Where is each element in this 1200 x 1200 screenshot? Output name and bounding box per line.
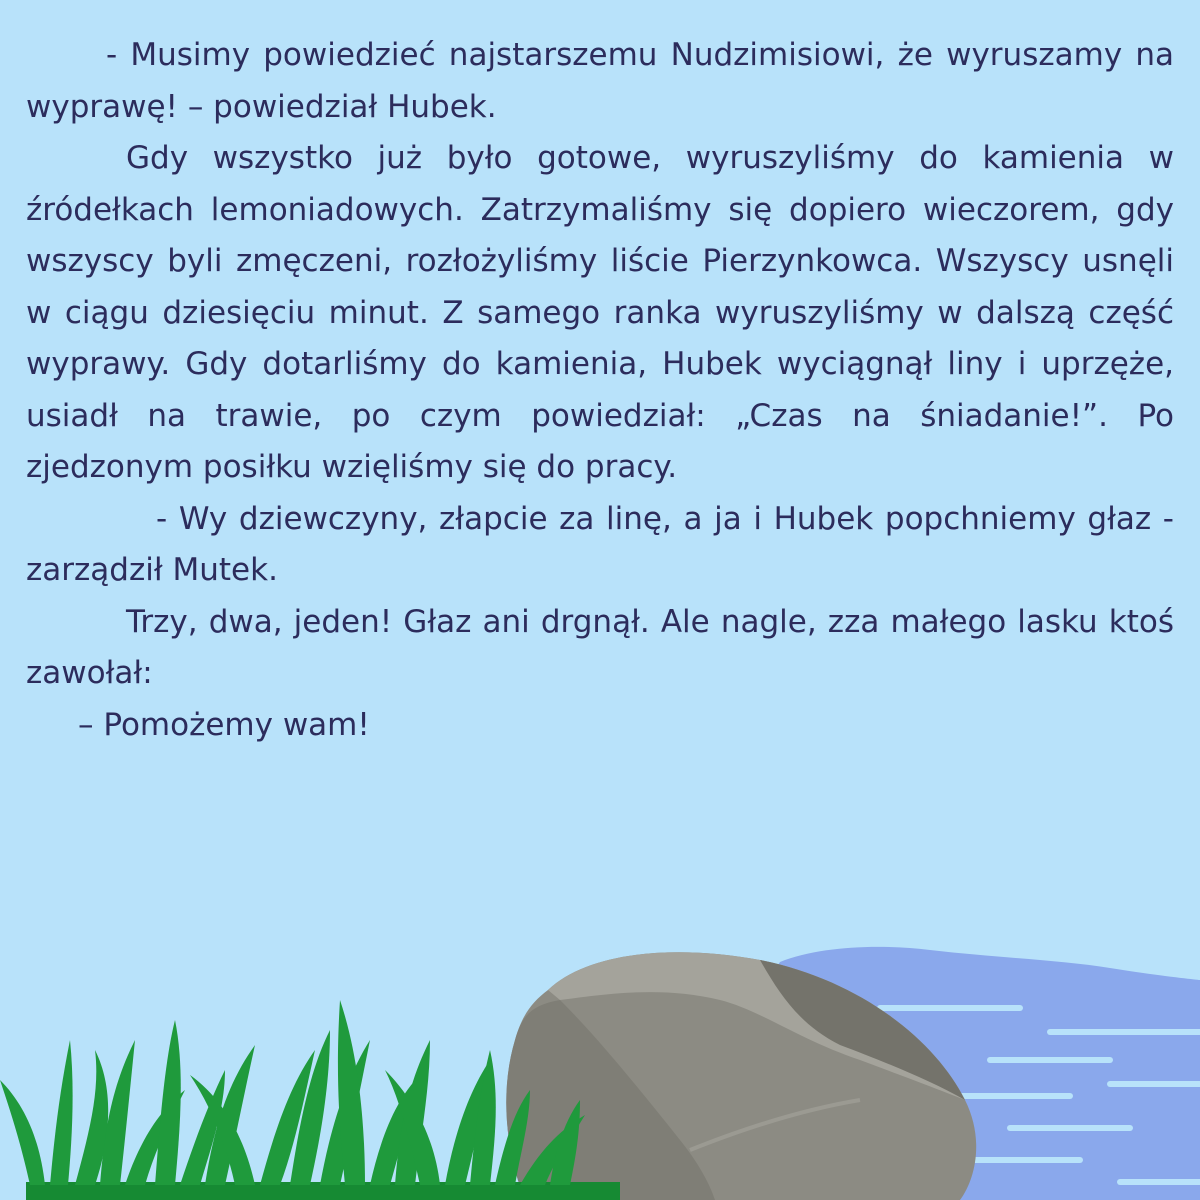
grass-clump (0, 1000, 620, 1200)
story-paragraph: – Pomożemy wam! (78, 706, 370, 743)
story-paragraph: - Wy dziewczyny, złapcie za linę, a ja i Hubek popchniemy głaz - zarządził Mutek. (26, 500, 1174, 588)
story-text (26, 30, 1174, 751)
rock (506, 952, 976, 1200)
water-pool (766, 947, 1200, 1200)
story-paragraph: Gdy wszystko już było gotowe, wyruszyliśmy do kamienia w źródełkach lemoniadowych. Zatrzymaliśmy się dopiero wieczorem, gdy wszyscy byli zmęczeni, rozłożyliśmy liście Pierzynkowca. Wszyscy usnęli w ciągu dziesięciu minut. Z samego ranka wyruszyliśmy w dalszą część wyprawy. Gdy dotarliśmy do kamienia, Hubek wyciągnął liny i uprzęże, usiadł na trawie, po czym powiedział: „Czas na śniadanie!”. Po zjedzonym posiłku wzięliśmy się do pracy. (26, 140, 1174, 485)
story-paragraph: - Musimy powiedzieć najstarszemu Nudzimisiowi, że wyruszamy na wyprawę! – powiedział Hubek. (26, 37, 1174, 125)
story-paragraph: Trzy, dwa, jeden! Głaz ani drgnął. Ale nagle, zza małego lasku ktoś zawołał: (26, 603, 1174, 691)
